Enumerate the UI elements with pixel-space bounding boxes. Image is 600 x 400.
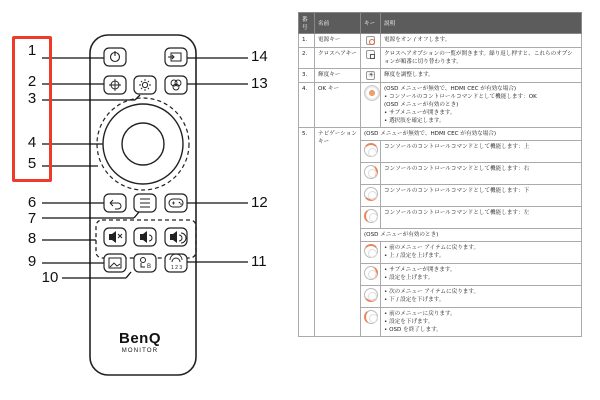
nav-osd-up <box>381 242 582 264</box>
table-row <box>299 48 582 69</box>
desc-line: • 前のメニューに戻ります。 <box>384 311 456 317</box>
profile-button <box>134 254 156 272</box>
row-description: クロスヘアオプションの一覧が開きます。繰り返し押すと、これらのオプションが順番に切り替わります。 <box>381 48 582 69</box>
nav-cec-down: コンソールのコントロールコマンドとして機能します：下 <box>381 185 582 207</box>
table-row <box>299 128 582 141</box>
nav-cec-left: コンソールのコントロールコマンドとして機能します：左 <box>381 207 582 229</box>
power-key-icon <box>366 36 375 45</box>
callout-8: 8 <box>27 230 37 247</box>
row-name: ナビゲーションキー <box>315 128 361 337</box>
row-number: 4. <box>299 83 315 128</box>
ok-button <box>122 123 164 165</box>
nav-left-icon <box>364 310 378 324</box>
callout-9: 9 <box>27 253 37 270</box>
key-description-table <box>298 12 582 337</box>
header-name: 名前 <box>315 13 361 34</box>
remote-illustration <box>0 0 290 400</box>
table-row <box>299 34 582 48</box>
desc-line: • サブメニューが開きます。 <box>384 267 456 273</box>
row-description: 電源をオン / オフします。 <box>381 34 582 48</box>
desc-line: • 設定を上げます。 <box>384 275 434 281</box>
table-row <box>299 83 582 128</box>
nav-down-icon <box>364 288 378 302</box>
callout-5: 5 <box>27 155 37 172</box>
desc-line: • 次のメニュー アイテムに戻ります。 <box>384 289 480 295</box>
row-name: 電源キー <box>315 34 361 48</box>
desc-line: • 選択肢を確定します。 <box>384 118 445 124</box>
desc-line: • サブメニューが開きます。 <box>384 110 456 116</box>
desc-line: (OSD メニューが有効のとき) <box>384 102 459 108</box>
callout-12: 12 <box>251 194 268 211</box>
desc-line: • コンソールのコントロールコマンドとして機能します：OK <box>384 94 537 100</box>
remote-brand-logo: BenQ <box>118 330 161 347</box>
nav-osd-header: (OSD メニューが有効のとき) <box>361 229 582 242</box>
crosshair-key-icon <box>366 50 375 59</box>
desc-line: • 下 / 設定を下げます。 <box>384 297 445 303</box>
row-name: 輝度キー <box>315 69 361 83</box>
nav-osd-left <box>381 308 582 337</box>
desc-line: • 前のメニュー アイテムに戻ります。 <box>384 245 480 251</box>
callout-6: 6 <box>27 194 37 211</box>
callout-11: 11 <box>251 253 267 270</box>
callout-13: 13 <box>251 75 268 92</box>
callout-2: 2 <box>27 73 37 90</box>
nav-up-icon <box>364 244 378 258</box>
desc-line: (OSD メニューが無効で、HDMI CEC が有効な場合) <box>384 86 517 92</box>
desc-line: • 設定を下げます。 <box>384 319 434 325</box>
row-number: 1. <box>299 34 315 48</box>
header-description: 説明 <box>381 13 582 34</box>
nav-right-icon <box>364 266 378 280</box>
table-row <box>299 69 582 83</box>
ok-key-icon <box>364 85 380 101</box>
desc-line: • OSD を終了します。 <box>384 327 442 333</box>
row-description <box>381 83 582 128</box>
callout-7: 7 <box>27 210 37 227</box>
nav-cec-up: コンソールのコントロールコマンドとして機能します：上 <box>381 141 582 163</box>
row-number: 2. <box>299 48 315 69</box>
power-button <box>104 48 126 66</box>
nav-cec-header: (OSD メニューが無効で、HDMI CEC が有効な場合) <box>361 128 582 141</box>
row-number: 5. <box>299 128 315 337</box>
nav-right-icon <box>364 165 378 179</box>
remote-brand-sub: MONITOR <box>121 348 159 354</box>
row-name: クロスヘアキー <box>315 48 361 69</box>
callout-14: 14 <box>251 48 268 65</box>
desc-line: • 上 / 設定を上げます。 <box>384 253 445 259</box>
nav-cec-right: コンソールのコントロールコマンドとして機能します：右 <box>381 163 582 185</box>
svg-text:1 2 3: 1 2 3 <box>171 265 183 271</box>
row-description: 輝度を調整します。 <box>381 69 582 83</box>
nav-down-icon <box>364 187 378 201</box>
header-key: キー <box>361 13 381 34</box>
callout-10: 10 <box>41 269 59 286</box>
picture-mode-button <box>104 254 126 272</box>
row-number: 3. <box>299 69 315 83</box>
header-number: 番号 <box>299 13 315 34</box>
nav-osd-down <box>381 286 582 308</box>
table-header-row <box>299 13 582 34</box>
brightness-key-icon <box>366 71 375 80</box>
callout-3: 3 <box>27 90 37 107</box>
nav-left-icon <box>364 209 378 223</box>
nav-osd-right <box>381 264 582 286</box>
row-name: OK キー <box>315 83 361 128</box>
key-description-table-wrap <box>298 12 582 337</box>
callout-4: 4 <box>27 134 37 151</box>
svg-text:B: B <box>147 264 152 270</box>
gamepad-button <box>165 194 187 212</box>
brightness-button <box>134 76 156 94</box>
callout-1: 1 <box>27 42 37 59</box>
nav-up-icon <box>364 143 378 157</box>
